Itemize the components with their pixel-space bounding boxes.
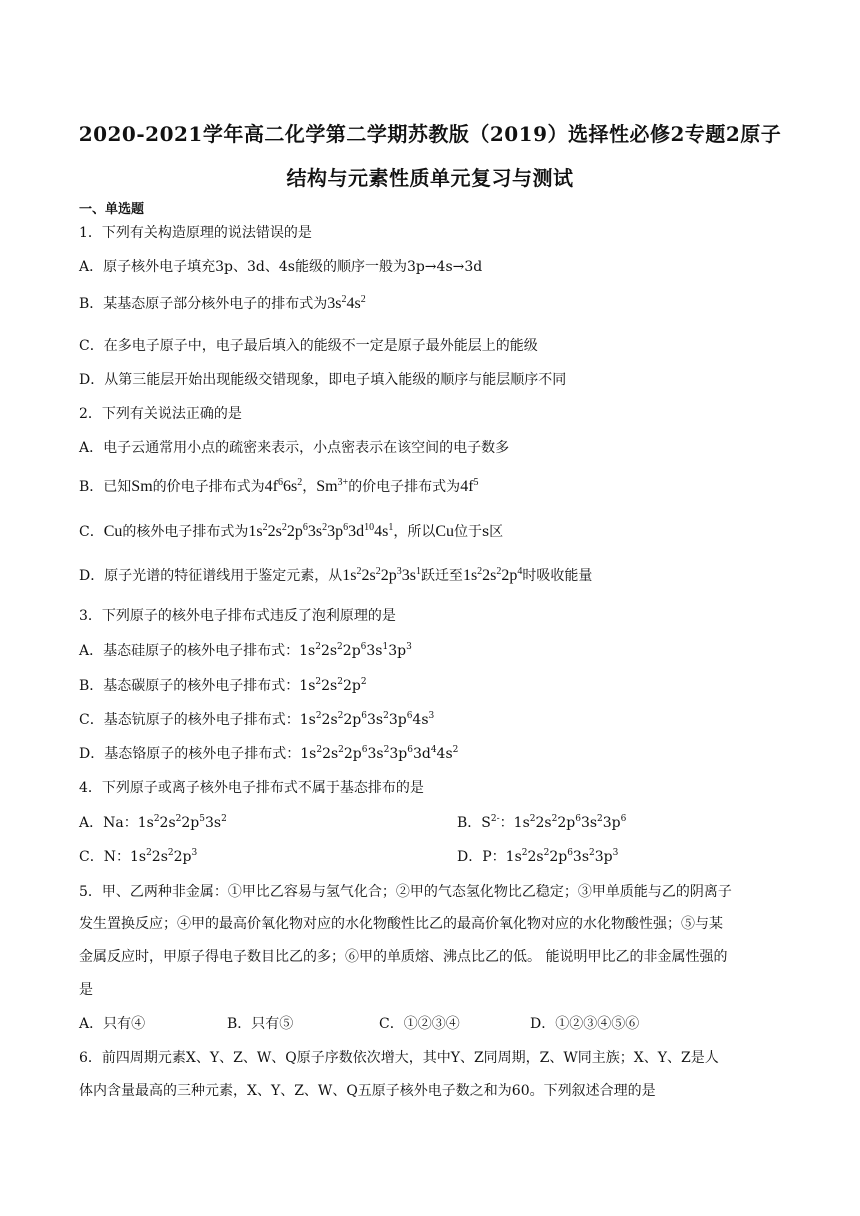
q4-stem: 4．下列原子或离子核外电子排布式不属于基态排布的是: [79, 780, 424, 796]
section-heading: 一、单选题: [79, 202, 145, 217]
q6-line1: 6．前四周期元素X、Y、Z、W、Q原子序数依次增大，其中Y、Z同周期，Z、W同主族；X、Y、Z是人: [79, 1050, 719, 1066]
doc-title-line1: 2020-2021学年高二化学第二学期苏教版（2019）选择性必修2专题2原子: [78, 122, 782, 146]
q2-cu-config: $1s^22s^22p^63s^23p^63d^{10}4s^1$: [248, 522, 394, 540]
q2-d-pre: D．原子光谱的特征谱线用于鉴定元素，从: [79, 568, 343, 584]
q2-sm-ion-config: $4f^5$: [460, 477, 479, 495]
q3-d-text: D．基态铬原子的核外电子排布式：: [79, 746, 301, 762]
q4-option-a: A．Na：$1s^22s^22p^53s^2$: [79, 814, 227, 831]
q3-b-config: $1s^22s^22p^2$: [299, 677, 367, 694]
q5-option-c: C．①②③④: [379, 1016, 460, 1032]
q4-option-c: C．N：$1s^22s^22p^3$: [79, 848, 198, 865]
q2-option-c: [79, 522, 503, 542]
q2-c-mid: 的核外电子排布式为: [122, 524, 249, 540]
q4-b-text: B．S: [457, 815, 491, 831]
q5-option-a: A．只有④: [79, 1016, 146, 1032]
q4-b-charge: 2-: [490, 814, 500, 824]
q2-d-config1: $1s^22s^22p^33s^1$: [342, 566, 421, 584]
q2-b-mid2: 的价电子排布式为: [348, 479, 461, 495]
q4-c-text: C．N：: [79, 849, 130, 865]
q3-b-text: B．基态碳原子的核外电子排布式：: [79, 678, 300, 694]
q4-option-b: B．$S^{2-}$：$1s^22s^22p^63s^23p^6$: [457, 814, 627, 831]
q4-row-2: [79, 847, 779, 867]
q1-stem: 1．下列有关构造原理的说法错误的是: [79, 225, 312, 241]
q2-option-b: B．已知Sm的价电子排布式为$4f^66s^2$，$Sm^{3+}$的价电子排布式为$4f^5$: [79, 477, 479, 495]
q2-d-end: 时吸收能量: [522, 568, 593, 584]
q1-option-b-text: B．某基态原子部分核外电子的排布式为: [79, 296, 328, 312]
q2-option-a: A．电子云通常用小点的疏密来表示，小点密表示在该空间的电子数多: [79, 440, 510, 456]
q1-formula: $3s^24s^2$: [327, 294, 366, 312]
q3-d-config: $1s^22s^22p^63s^23p^63d^44s^2$: [300, 745, 459, 762]
doc-title-line2: 结构与元素性质单元复习与测试: [286, 166, 574, 190]
q1-option-b: [79, 294, 366, 314]
q5-line1: 5．甲、乙两种非金属：①甲比乙容易与氢气化合；②甲的气态氢化物比乙稳定；③甲单质能与乙的阴离子: [79, 884, 732, 900]
q2-stem: 2．下列有关说法正确的是: [79, 406, 242, 422]
q2-cu-2: Cu: [435, 523, 454, 540]
q3-option-d: [79, 744, 458, 764]
q3-stem: 3．下列原子的核外电子排布式违反了泡利原理的是: [79, 608, 396, 624]
q1-option-c: C．在多电子原子中，电子最后填入的能级不一定是原子最外能层上的能级: [79, 338, 538, 354]
q4-option-d: D．P：$1s^22s^22p^63s^23p^3$: [457, 848, 619, 865]
q2-cu: Cu: [103, 523, 123, 540]
q3-option-c: [79, 710, 434, 730]
q4-d-text: D．P：: [457, 849, 506, 865]
q5-line2: 发生置换反应；④甲的最高价氧化物对应的水化物酸性比乙的最高价氧化物对应的水化物酸性强；⑤与某: [79, 916, 723, 932]
q4-b-colon: ：: [499, 815, 514, 831]
q1-option-d: D．从第三能层开始出现能级交错现象，即电子填入能级的顺序与能层顺序不同: [79, 372, 567, 388]
q2-c-pre: C．: [79, 524, 104, 540]
q3-c-config: $1s^22s^22p^63s^23p^64s^3$: [299, 711, 435, 728]
q3-option-a: [79, 641, 412, 661]
q5-option-d: D．①②③④⑤⑥: [530, 1016, 640, 1032]
q2-sm-ion: $Sm^{3+}$: [316, 477, 349, 495]
q5-line3: 金属反应时，甲原子得电子数目比乙的多；⑥甲的单质熔、沸点比乙的低。 能说明甲比乙的非金属性强的: [79, 949, 728, 965]
q2-c-mid2: ，所以: [393, 524, 436, 540]
q2-b-mid: 的价电子排布式为: [152, 479, 265, 495]
q3-a-text: A．基态硅原子的核外电子排布式：: [79, 643, 300, 659]
q6-line2: 体内含量最高的三种元素，X、Y、Z、W、Q五原子核外电子数之和为60。下列叙述合理的是: [79, 1083, 656, 1099]
q2-d-mid: 跃迁至: [420, 568, 463, 584]
q2-option-d: [79, 566, 592, 586]
q3-option-b: [79, 676, 367, 696]
q2-d-config2: $1s^22s^22p^4$: [462, 566, 523, 584]
q2-c-end: 位于s区: [454, 524, 504, 540]
q5-line4: 是: [79, 982, 93, 998]
q5-option-b: B．只有⑤: [227, 1016, 294, 1032]
q3-c-text: C．基态钪原子的核外电子排布式：: [79, 712, 300, 728]
q4-row-1: [79, 813, 779, 833]
q2-sm: Sm: [131, 478, 153, 495]
q4-a-text: A．Na：: [79, 815, 138, 831]
q2-sm-config: $4f^66s^2$: [264, 477, 303, 495]
q1-option-a: A．原子核外电子填充3p、3d、4s能级的顺序一般为3p→4s→3d: [79, 259, 483, 275]
q2-b-pre: B．已知: [79, 479, 132, 495]
q3-a-config: $1s^22s^22p^63s^13p^3$: [299, 642, 412, 659]
